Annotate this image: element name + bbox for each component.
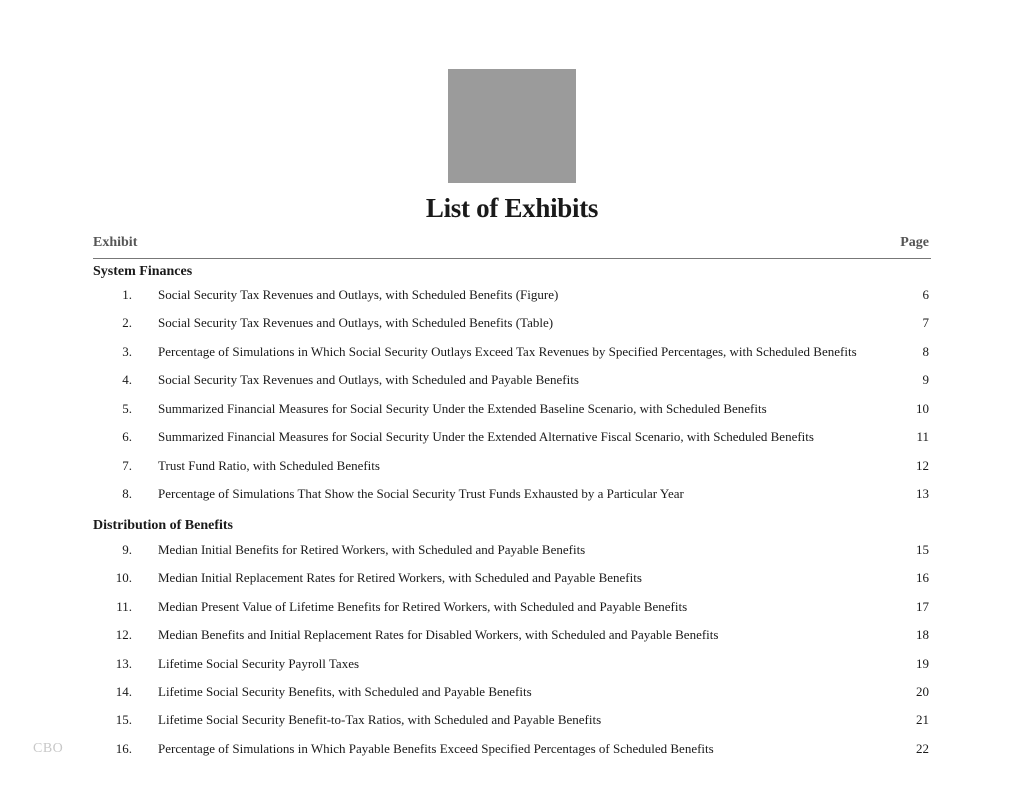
exhibit-row[interactable] bbox=[0, 287, 1024, 307]
exhibit-title[interactable]: Summarized Financial Measures for Social Security Under the Extended Alternative Fiscal Scenario, with Scheduled Benefits bbox=[158, 429, 814, 444]
exhibit-page: 10 bbox=[916, 401, 929, 416]
exhibit-title[interactable]: Social Security Tax Revenues and Outlays, with Scheduled Benefits (Table) bbox=[158, 315, 554, 330]
exhibit-page: 21 bbox=[916, 712, 929, 727]
exhibit-number: 4. bbox=[122, 372, 132, 387]
exhibit-row[interactable] bbox=[0, 372, 1024, 392]
exhibit-page: 9 bbox=[922, 372, 929, 387]
exhibit-number: 1. bbox=[122, 287, 132, 302]
exhibit-page: 17 bbox=[916, 599, 929, 614]
exhibit-title[interactable]: Percentage of Simulations in Which Social Security Outlays Exceed Tax Revenues by Specified Percentages, with Scheduled Benefits bbox=[158, 344, 857, 359]
header-graphic bbox=[448, 69, 576, 183]
exhibit-number: 16. bbox=[115, 741, 132, 756]
exhibit-number: 11. bbox=[116, 599, 132, 614]
exhibit-row[interactable] bbox=[0, 656, 1024, 676]
footer-mark: CBO bbox=[33, 741, 64, 756]
exhibit-row[interactable] bbox=[0, 315, 1024, 335]
exhibit-number: 9. bbox=[122, 542, 132, 557]
exhibit-page: 7 bbox=[922, 315, 929, 330]
exhibit-title[interactable]: Social Security Tax Revenues and Outlays, with Scheduled Benefits (Figure) bbox=[158, 287, 559, 302]
exhibit-row[interactable] bbox=[0, 627, 1024, 647]
exhibit-number: 7. bbox=[122, 458, 132, 473]
exhibit-page: 16 bbox=[916, 570, 929, 585]
exhibit-page: 18 bbox=[916, 627, 929, 642]
exhibit-page: 15 bbox=[916, 542, 929, 557]
page-column-header: Page bbox=[900, 235, 929, 250]
exhibit-number: 6. bbox=[122, 429, 132, 444]
exhibit-title[interactable]: Percentage of Simulations in Which Payable Benefits Exceed Specified Percentages of Scheduled Benefits bbox=[158, 741, 714, 756]
exhibit-row[interactable] bbox=[0, 486, 1024, 506]
exhibit-number: 13. bbox=[115, 656, 132, 671]
exhibit-row[interactable] bbox=[0, 429, 1024, 449]
exhibit-number: 14. bbox=[115, 684, 132, 699]
exhibit-page: 22 bbox=[916, 741, 929, 756]
exhibit-page: 19 bbox=[916, 656, 929, 671]
exhibit-row[interactable] bbox=[0, 458, 1024, 478]
exhibit-row[interactable] bbox=[0, 741, 1024, 761]
exhibit-number: 8. bbox=[122, 486, 132, 501]
exhibit-title[interactable]: Summarized Financial Measures for Social Security Under the Extended Baseline Scenario, with Scheduled Benefits bbox=[158, 401, 767, 416]
exhibit-title[interactable]: Lifetime Social Security Benefits, with Scheduled and Payable Benefits bbox=[158, 684, 532, 699]
exhibit-page: 13 bbox=[916, 486, 929, 501]
exhibit-number: 5. bbox=[122, 401, 132, 416]
exhibit-number: 3. bbox=[122, 344, 132, 359]
exhibit-number: 2. bbox=[122, 315, 132, 330]
exhibit-title[interactable]: Percentage of Simulations That Show the Social Security Trust Funds Exhausted by a Particular Year bbox=[158, 486, 684, 501]
page-title: List of Exhibits bbox=[425, 193, 599, 223]
exhibit-row[interactable] bbox=[0, 344, 1024, 364]
exhibit-title[interactable]: Lifetime Social Security Payroll Taxes bbox=[158, 656, 360, 671]
exhibit-title[interactable]: Median Benefits and Initial Replacement Rates for Disabled Workers, with Scheduled and Payable Benefits bbox=[158, 627, 719, 642]
header-rule bbox=[93, 258, 931, 259]
exhibit-number: 15. bbox=[115, 712, 132, 727]
exhibit-page: 12 bbox=[916, 458, 929, 473]
exhibit-title[interactable]: Median Present Value of Lifetime Benefits for Retired Workers, with Scheduled and Payable Benefits bbox=[158, 599, 688, 614]
exhibit-row[interactable] bbox=[0, 401, 1024, 421]
section-title-system-finances: System Finances bbox=[93, 264, 193, 279]
exhibit-row[interactable] bbox=[0, 542, 1024, 562]
exhibit-number: 10. bbox=[115, 570, 132, 585]
exhibit-column-header: Exhibit bbox=[93, 235, 138, 250]
exhibit-title[interactable]: Median Initial Benefits for Retired Workers, with Scheduled and Payable Benefits bbox=[158, 542, 586, 557]
exhibit-row[interactable] bbox=[0, 599, 1024, 619]
exhibit-page: 6 bbox=[922, 287, 929, 302]
exhibit-page: 8 bbox=[922, 344, 929, 359]
exhibit-title[interactable]: Median Initial Replacement Rates for Retired Workers, with Scheduled and Payable Benefits bbox=[158, 570, 642, 585]
exhibit-row[interactable] bbox=[0, 684, 1024, 704]
exhibit-number: 12. bbox=[115, 627, 132, 642]
exhibit-row[interactable] bbox=[0, 570, 1024, 590]
exhibit-page: 11 bbox=[916, 429, 929, 444]
exhibit-title[interactable]: Lifetime Social Security Benefit-to-Tax Ratios, with Scheduled and Payable Benefits bbox=[158, 712, 602, 727]
exhibit-page: 20 bbox=[916, 684, 929, 699]
section-title-distribution-of-benefits: Distribution of Benefits bbox=[93, 518, 233, 533]
exhibit-row[interactable] bbox=[0, 712, 1024, 732]
exhibit-title[interactable]: Trust Fund Ratio, with Scheduled Benefits bbox=[158, 458, 380, 473]
exhibit-title[interactable]: Social Security Tax Revenues and Outlays, with Scheduled and Payable Benefits bbox=[158, 372, 579, 387]
